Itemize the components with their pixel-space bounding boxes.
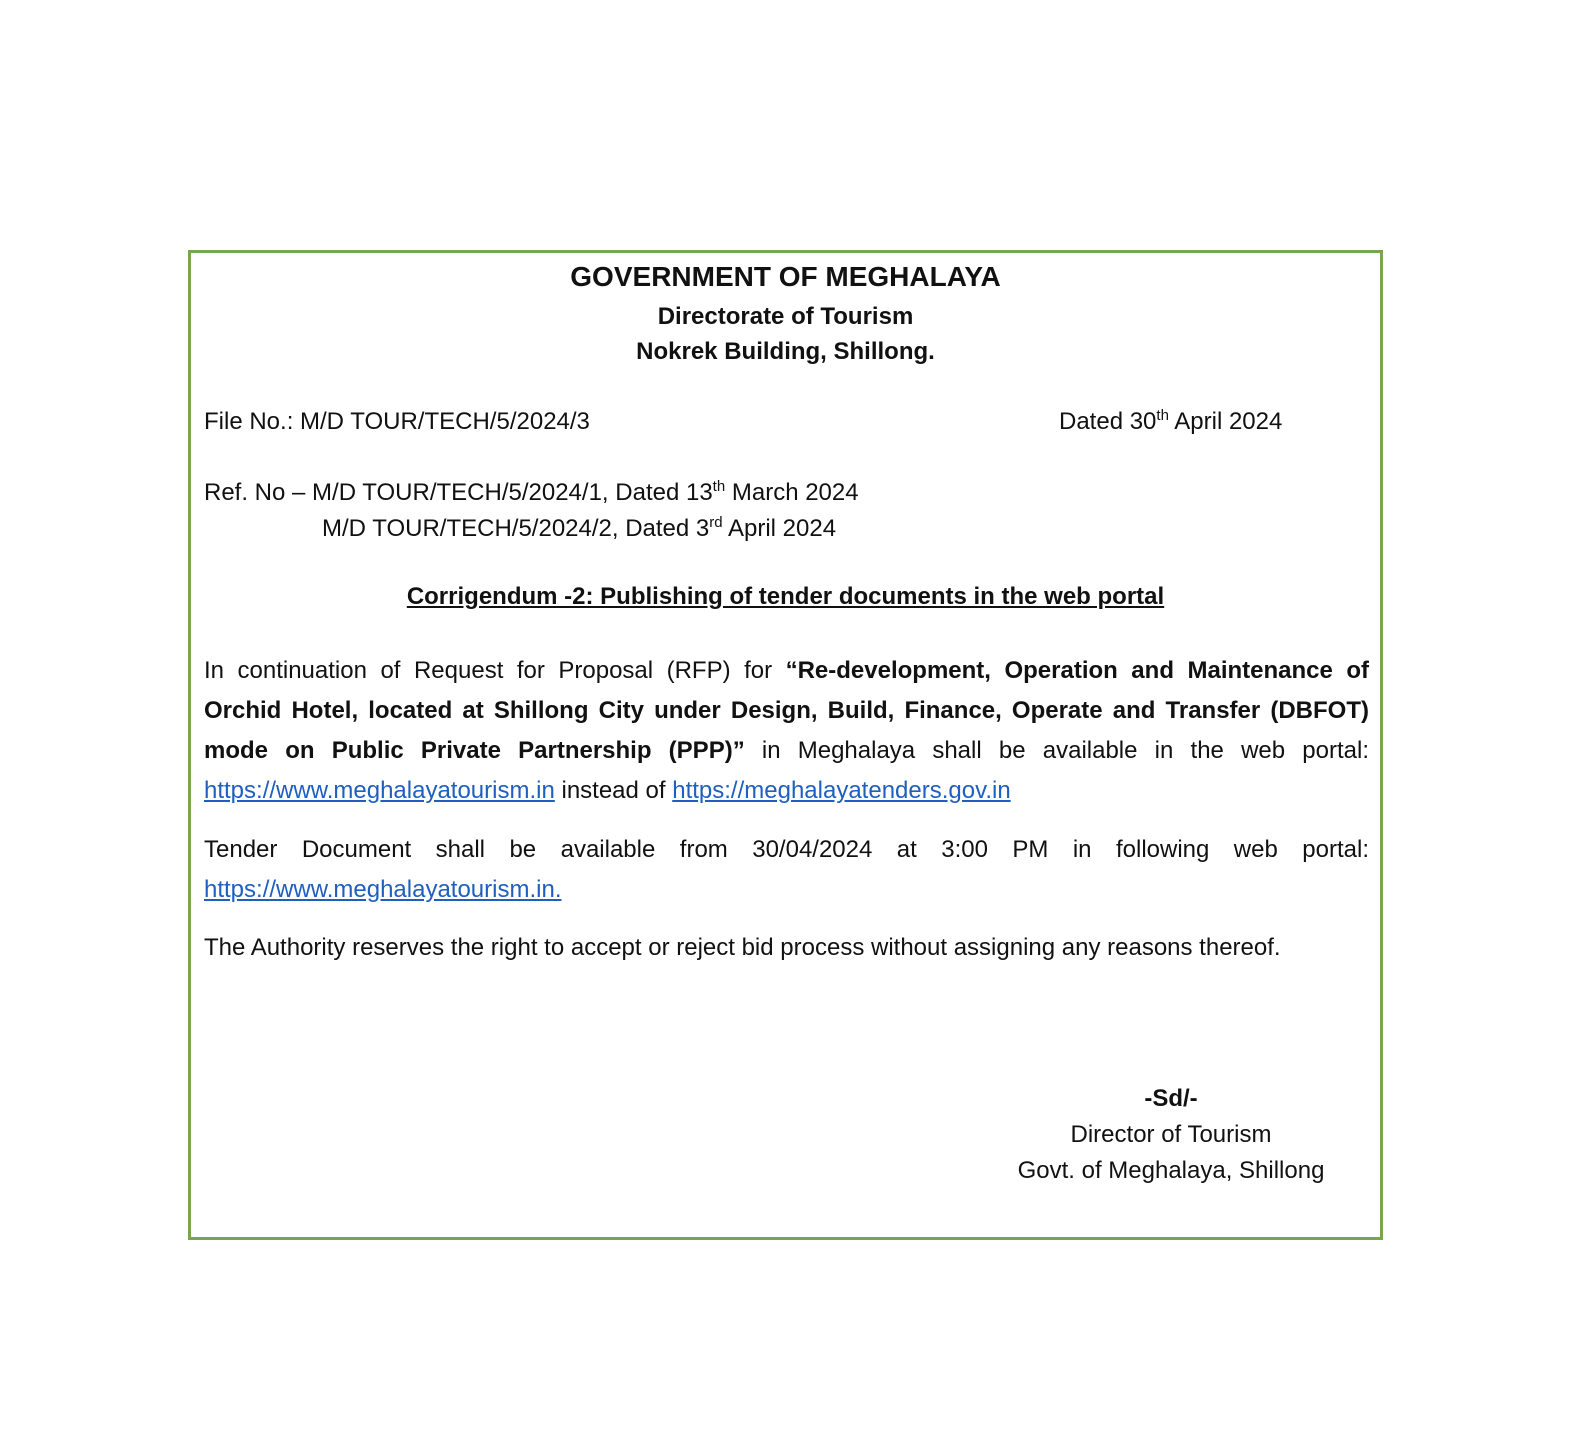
signature-office: Govt. of Meghalaya, Shillong (1017, 1157, 1325, 1184)
subject-heading: Corrigendum -2: Publishing of tender documents in the web portal (406, 583, 1165, 610)
p1-intro: In continuation of Request for Proposal (RFP) for (204, 657, 786, 684)
ref1-superscript: th (712, 478, 726, 495)
dated-prefix: Dated 30 (1059, 408, 1157, 435)
ref1-suffix: March 2024 (725, 479, 859, 506)
dated-superscript: th (1156, 407, 1169, 424)
dated-suffix: April 2024 (1168, 408, 1283, 435)
ref2-superscript: rd (709, 514, 723, 531)
tourism-portal-link[interactable]: https://www.meghalayatourism.in (204, 777, 555, 804)
p1-instead: instead of (554, 777, 673, 804)
paragraph-authority: The Authority reserves the right to accept or reject bid process without assigning any reasons thereof. (204, 934, 1281, 961)
office-address: Nokrek Building, Shillong. (636, 338, 935, 365)
ref2-prefix: M/D TOUR/TECH/5/2024/2, Dated 3 (322, 515, 710, 542)
p2-text: Tender Document shall be available from 30/04/2024 at 3:00 PM in following web portal: (204, 836, 1369, 863)
dated-line (1059, 408, 1282, 436)
paragraph-continuation (204, 651, 1369, 811)
notice-frame (188, 250, 1383, 1240)
signature-sd: -Sd/- (1144, 1085, 1198, 1112)
ref2-suffix: April 2024 (722, 515, 837, 542)
ref1-prefix: Ref. No – M/D TOUR/TECH/5/2024/1, Dated 13 (204, 479, 713, 506)
tenders-portal-link[interactable]: https://meghalayatenders.gov.in (672, 777, 1011, 804)
paragraph-availability (204, 830, 1369, 910)
reference-line-1 (204, 479, 859, 507)
directorate-title: Directorate of Tourism (657, 303, 914, 330)
p1-middle: in Meghalaya shall be available in the web portal: (744, 737, 1369, 764)
tourism-portal-link-2[interactable]: https://www.meghalayatourism.in. (204, 876, 562, 903)
government-title: GOVERNMENT OF MEGHALAYA (570, 261, 1001, 292)
signature-designation: Director of Tourism (1070, 1121, 1272, 1148)
reference-line-2 (322, 515, 836, 543)
file-number: File No.: M/D TOUR/TECH/5/2024/3 (204, 408, 590, 435)
project-title: “Re-development, Operation and Maintenance of Orchid Hotel, located at Shillong City under Design, Build, Finance, Operate and Transfer (DBFOT) mode on Public Private Partnership (PPP)” (204, 657, 1370, 764)
